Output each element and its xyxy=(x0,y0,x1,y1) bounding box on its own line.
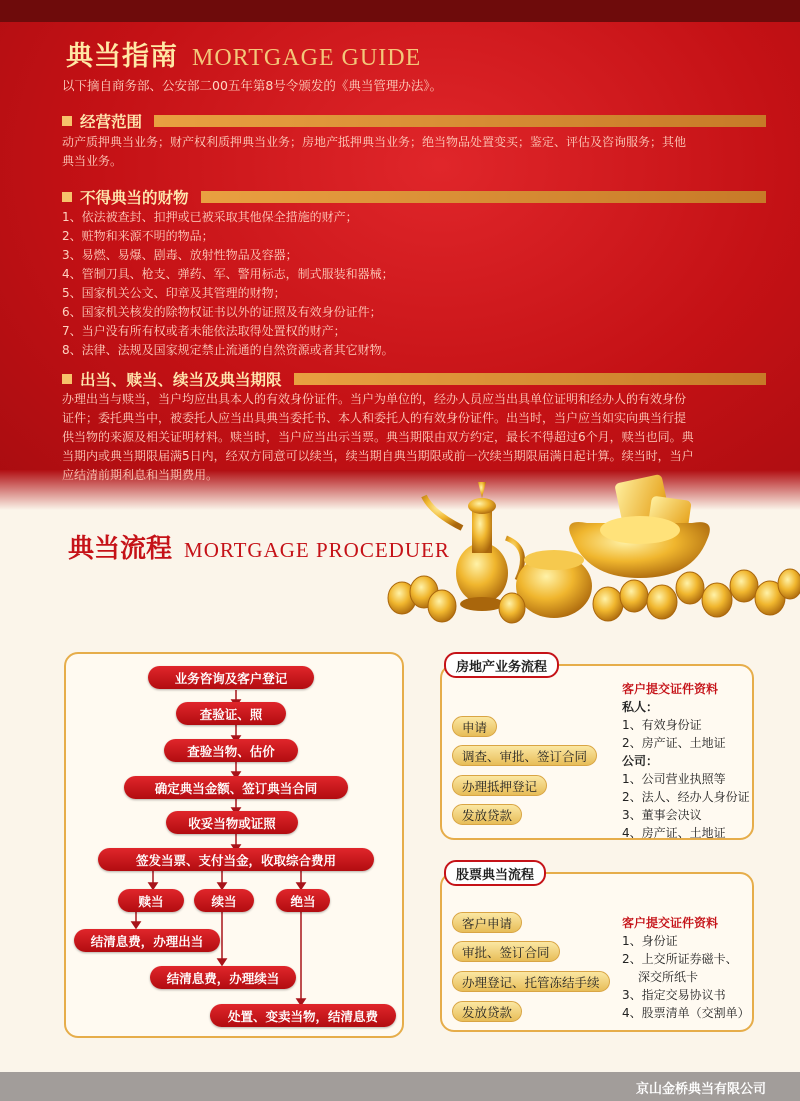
stock-step-loan: 发放贷款 xyxy=(452,1001,522,1022)
doc-item: 2、法人、经办人身份证 xyxy=(622,790,750,804)
guide-title-cn: 典当指南 xyxy=(66,41,178,72)
docs-heading: 客户提交证件资料 xyxy=(622,682,719,696)
doc-item: 1、身份证 xyxy=(622,934,678,948)
doc-item: 3、董事会决议 xyxy=(622,808,702,822)
flow-outcome-forfeit: 处置、变卖当物，结清息费 xyxy=(210,1004,396,1027)
private-label: 私人： xyxy=(622,700,659,714)
list-item: 2、赃物和来源不明的物品； xyxy=(62,229,214,243)
flow-step-receive: 收妥当物或证照 xyxy=(166,811,298,834)
list-item: 7、当户没有所有权或者未能依法取得处置权的财产； xyxy=(62,324,346,338)
guide-header xyxy=(66,34,421,73)
re-step-register: 办理抵押登记 xyxy=(452,775,547,796)
section-divider xyxy=(154,115,766,127)
section-title: 经营范围 xyxy=(80,113,143,131)
text-line: 典当业务。 xyxy=(62,154,123,168)
list-item: 5、国家机关公文、印章及其管理的财物； xyxy=(62,286,286,300)
section-bullet-icon xyxy=(62,192,72,202)
re-step-apply: 申请 xyxy=(452,716,497,737)
doc-item: 1、公司营业执照等 xyxy=(622,772,726,786)
doc-item: 4、股票清单（交割单） xyxy=(622,1006,750,1020)
flow-step-issue-ticket: 签发当票、支付当金，收取综合费用 xyxy=(98,848,374,871)
stock-step-register: 办理登记、托管冻结手续 xyxy=(452,971,610,992)
re-step-loan: 发放贷款 xyxy=(452,804,522,825)
docs-heading: 客户提交证件资料 xyxy=(622,916,719,930)
section-title: 不得典当的财物 xyxy=(80,189,189,207)
guide-intro: 以下摘自商务部、公安部二00五年第8号令颁发的《典当管理办法》。 xyxy=(62,78,443,93)
re-step-review: 调查、审批、签订合同 xyxy=(452,745,597,766)
flow-step-contract: 确定典当金额、签订典当合同 xyxy=(124,776,348,799)
section-bullet-icon xyxy=(62,374,72,384)
section-header-prohibited xyxy=(62,186,766,208)
doc-item: 1、有效身份证 xyxy=(622,718,702,732)
stock-process-box xyxy=(440,867,754,1032)
doc-item: 3、指定交易协议书 xyxy=(622,988,726,1002)
stock-step-review: 审批、签订合同 xyxy=(452,941,560,962)
flow-branch-renew: 续当 xyxy=(194,889,254,912)
prohibited-list xyxy=(62,208,768,360)
section-header-business-scope xyxy=(62,110,766,132)
list-item: 4、管制刀具、枪支、弹药、军、警用标志，制式服装和器械； xyxy=(62,267,394,281)
flow-outcome-redeem: 结清息费，办理出当 xyxy=(74,929,220,952)
real-estate-process-title: 房地产业务流程 xyxy=(444,652,559,678)
list-item: 6、国家机关核发的除物权证书以外的证照及有效身份证件； xyxy=(62,305,382,319)
flow-step-appraise: 查验当物、估价 xyxy=(164,739,298,762)
gold-treasure-illustration xyxy=(372,468,800,628)
flow-branch-forfeit: 绝当 xyxy=(276,889,330,912)
procedure-title-cn: 典当流程 xyxy=(68,534,173,564)
section-title: 出当、赎当、续当及典当期限 xyxy=(80,371,282,389)
section-header-redeem xyxy=(62,368,766,390)
list-item: 8、法律、法规及国家规定禁止流通的自然资源或者其它财物。 xyxy=(62,343,394,357)
procedure-title-en: MORTGAGE PROCEDUER xyxy=(184,538,450,562)
list-item: 1、依法被查封、扣押或已被采取其他保全措施的财产； xyxy=(62,210,358,224)
text-line: 当期内或典当期限届满5日内，经双方同意可以续当，续当期自典当期限或前一次续当期限届满日起计算。续当时，当户 xyxy=(62,449,694,463)
section-divider xyxy=(201,191,766,203)
text-line: 动产质押典当业务；财产权利质押典当业务；房地产抵押典当业务；绝当物品处置变买；鉴定、评估及咨询服务；其他 xyxy=(62,135,687,149)
stock-process-title: 股票典当流程 xyxy=(444,860,546,886)
flow-step-consult: 业务咨询及客户登记 xyxy=(148,666,314,689)
flow-outcome-renew: 结清息费，办理续当 xyxy=(150,966,296,989)
doc-item: 2、上交所证券磁卡、 xyxy=(622,952,738,966)
text-line: 应结清前期利息和当期费用。 xyxy=(62,468,219,482)
footer-company-name: 京山金桥典当有限公司 xyxy=(635,1082,766,1097)
footer xyxy=(0,1072,800,1101)
company-label: 公司： xyxy=(622,754,659,768)
doc-item: 4、房产证、土地证 xyxy=(622,826,726,840)
stock-step-apply: 客户申请 xyxy=(452,912,522,933)
stock-required-docs xyxy=(622,914,750,1022)
real-estate-process-box xyxy=(440,659,754,840)
procedure-flowchart xyxy=(64,652,404,1038)
re-required-docs xyxy=(622,680,750,842)
text-line: 证件；委托典当中，被委托人应当出具典当委托书、本人和委托人的有效身份证件。出当时，当户应当如实向典当行提 xyxy=(62,411,687,425)
guide-title-en: MORTGAGE GUIDE xyxy=(192,45,422,71)
list-item: 3、易燃、易爆、剧毒、放射性物品及容器； xyxy=(62,248,298,262)
text-line: 办理出当与赎当，当户均应出具本人的有效身份证件。当户为单位的，经办人员应当出具单位证明和经办人的有效身份 xyxy=(62,392,687,406)
section-bullet-icon xyxy=(62,116,72,126)
flow-branch-redeem: 赎当 xyxy=(118,889,184,912)
business-scope-text xyxy=(62,133,768,171)
doc-item: 2、房产证、土地证 xyxy=(622,736,726,750)
doc-item: 深交所纸卡 xyxy=(638,970,699,984)
top-strip xyxy=(0,0,800,22)
flow-step-verify-id: 查验证、照 xyxy=(176,702,286,725)
section-divider xyxy=(294,373,766,385)
text-line: 供当物的来源及相关证明材料。赎当时，当户应当出示当票。典当期限由双方约定，最长不得超过6个月，赎当也同。典 xyxy=(62,430,694,444)
